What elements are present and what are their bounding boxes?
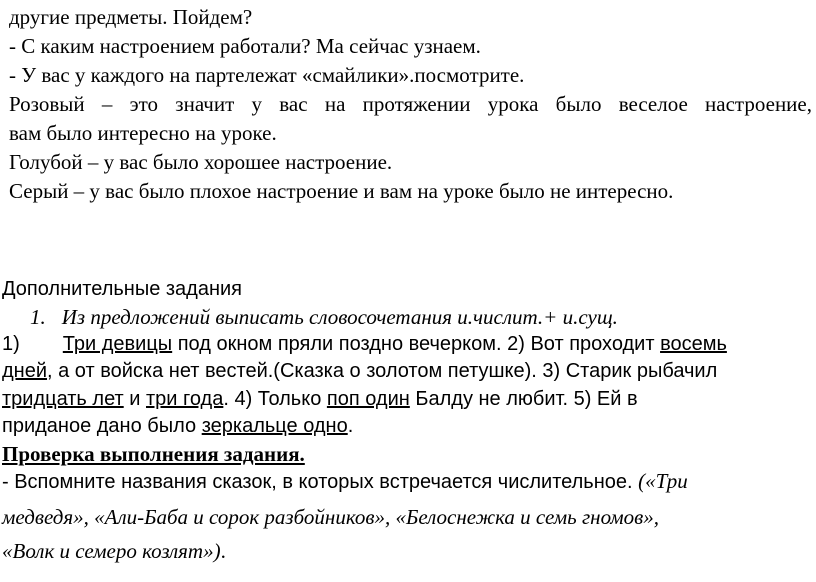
paragraph-line: - С каким настроением работали? Ма сейчас узнаем.	[9, 34, 481, 58]
fairy-tale-line: медведя», «Али-Баба и сорок разбойников», «Белоснежка и семь гномов»,	[2, 505, 660, 529]
exercise-line	[2, 331, 727, 357]
paragraph-line: Голубой – у вас было хорошее настроение.	[9, 150, 393, 174]
check-text: - Вспомните названия сказок, в которых встречается числительное.	[2, 471, 639, 493]
task-item	[30, 304, 618, 330]
exercise-text: .	[347, 415, 354, 437]
exercise-text: приданое дано было	[2, 415, 202, 437]
exercise-line	[2, 386, 638, 412]
paragraph-line: Серый – у вас было плохое настроение и вам на уроке было не интересно.	[9, 179, 674, 203]
exercise-text: и	[123, 388, 146, 410]
paragraph-line: другие предметы. Пойдем?	[9, 5, 253, 29]
exercise-text: Балду не любит. 5) Ей в	[409, 388, 638, 410]
fairy-tale-title: «Волк и семеро козлят»)	[2, 539, 221, 563]
exercise-text: под окном пряли поздно вечерком. 2) Вот проходит	[172, 333, 661, 355]
paragraph-line: - У вас у каждого на партележат «смайлики».посмотрите.	[9, 63, 525, 87]
underlined-phrase: Три девицы	[62, 333, 173, 355]
section-heading: Проверка выполнения задания.	[2, 442, 305, 466]
fairy-tale-title: («Три	[638, 469, 688, 493]
check-line	[2, 468, 688, 495]
underlined-phrase: дней	[2, 360, 48, 382]
exercise-text: . 4) Только	[223, 388, 327, 410]
task-number: 1.	[30, 305, 46, 329]
paragraph-line: Розовый – это значит у вас на протяжении урока было веселое настроение,	[9, 92, 812, 116]
section-heading: Дополнительные задания	[2, 278, 243, 300]
underlined-phrase: восемь	[660, 333, 727, 355]
underlined-phrase: зеркальце одно	[201, 415, 348, 437]
exercise-line	[2, 413, 353, 439]
exercise-text: , а от войска нет вестей.(Сказка о золотом петушке). 3) Старик рыбачил	[47, 360, 718, 382]
sentence-number: 1)	[2, 333, 20, 355]
punctuation: .	[220, 539, 226, 563]
underlined-phrase: поп один	[326, 388, 410, 410]
task-text: Из предложений выписать словосочетания и.числит.+ и.сущ.	[61, 305, 618, 329]
underlined-phrase: тридцать лет	[2, 388, 124, 410]
paragraph-line: вам было интересно на уроке.	[9, 121, 277, 145]
fairy-tale-line	[2, 538, 226, 564]
underlined-phrase: три года	[146, 388, 224, 410]
exercise-line	[2, 358, 717, 384]
